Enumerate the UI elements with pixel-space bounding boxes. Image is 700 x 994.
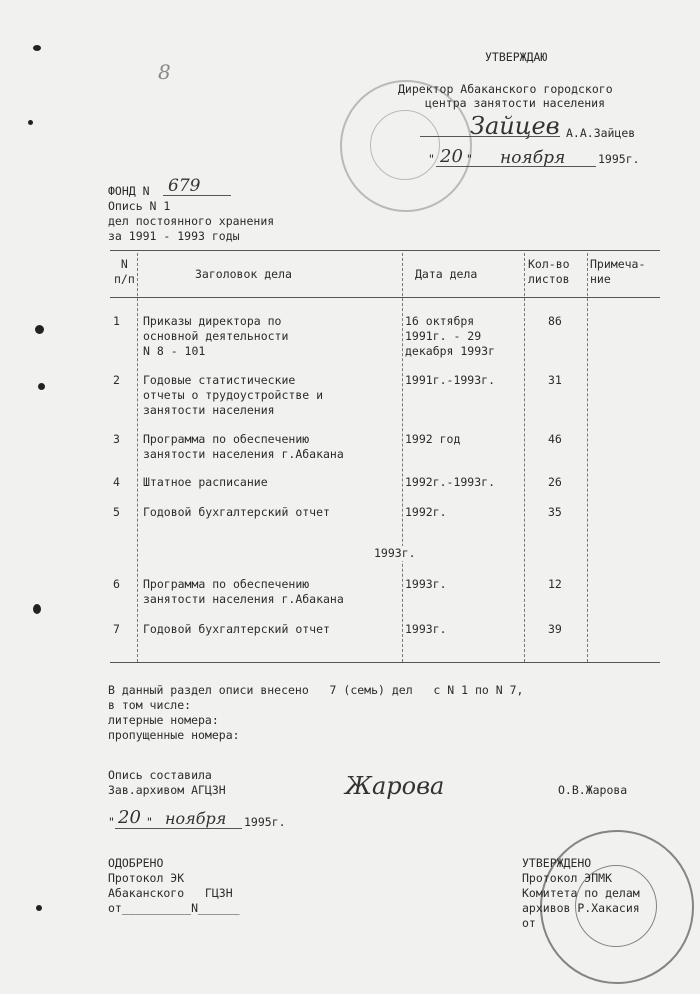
signature-line	[420, 136, 560, 137]
table-row-count: 86	[548, 314, 562, 328]
table-row-title: Программа по обеспечению занятости населения г.Абакана	[143, 577, 344, 606]
table-row-count: 26	[548, 475, 562, 489]
approve-line1: Директор Абаканского городского	[398, 82, 613, 96]
table-row-num: 4	[113, 475, 120, 489]
table-row-num: 7	[113, 622, 120, 636]
approve-name: А.А.Зайцев	[566, 126, 636, 140]
table-row-count: 31	[548, 373, 562, 387]
table-row-title: Программа по обеспечению занятости населения г.Абакана	[143, 432, 344, 461]
fond-label: ФОНД N	[108, 184, 150, 198]
approve-date-day: 20	[440, 146, 463, 167]
table-row-date: 16 октября 1991г. - 29 декабря 1993г	[405, 314, 496, 358]
approve-signature: Зайцев	[470, 112, 560, 140]
ink-blot	[28, 120, 33, 125]
storage-type: дел постоянного хранения	[108, 214, 275, 228]
approve-date-year: 1995г.	[598, 152, 640, 166]
year-range: за 1991 - 1993 годы	[108, 229, 240, 243]
summary-line2: в том числе:	[108, 698, 192, 712]
approved-left-line2: Протокол ЭК	[108, 871, 185, 885]
date-line	[436, 166, 596, 167]
table-row-num: 1	[113, 314, 120, 328]
table-row-count: 39	[548, 622, 562, 636]
ink-blot	[35, 325, 44, 334]
table-row-title: Годовой бухгалтерский отчет	[143, 622, 330, 636]
header-num: N п/п	[114, 257, 135, 286]
ink-blot	[36, 905, 42, 911]
ink-blot	[33, 45, 41, 51]
ink-blot	[33, 604, 41, 614]
table-row-count: 46	[548, 432, 562, 446]
approve-title: УТВЕРЖДАЮ	[485, 50, 548, 64]
round-stamp-top-inner	[370, 110, 440, 180]
table-row-title: Приказы директора по основной деятельности N 8 - 101	[143, 314, 289, 358]
compiler-date-quote-open: "	[108, 815, 115, 829]
approve-line2: центра занятости населения	[425, 96, 606, 110]
header-date: Дата дела	[415, 267, 478, 281]
table-row-title: Годовые статистические отчеты о трудоустройстве и занятости населения	[143, 373, 324, 417]
compiler-date-line	[115, 828, 242, 829]
table-top-border	[110, 250, 660, 251]
header-title: Заголовок дела	[195, 267, 292, 281]
col-divider	[137, 253, 138, 662]
compiler-date-month: ноября	[165, 809, 227, 828]
compiler-date-year: 1995г.	[244, 815, 286, 829]
col-divider	[524, 253, 525, 662]
header-count: Кол-во листов	[528, 257, 570, 286]
fond-line	[163, 195, 231, 196]
table-row-count: 35	[548, 505, 562, 519]
margin-note: 8	[158, 60, 171, 84]
table-row-date: 1993г.	[405, 577, 447, 591]
table-row-date: 1991г.-1993г.	[405, 373, 496, 387]
approved-left-line4: от__________N______	[108, 901, 240, 915]
compiler-date-quote-close: "	[146, 815, 153, 829]
compiler-name: О.В.Жарова	[558, 783, 628, 797]
section-year: 1993г.	[374, 546, 416, 560]
table-row-date: 1993г.	[405, 622, 447, 636]
table-row-num: 3	[113, 432, 120, 446]
approved-right-line4: архивов Р.Хакасия	[522, 901, 640, 915]
table-row-title: Годовой бухгалтерский отчет	[143, 505, 330, 519]
summary-line1: В данный раздел описи внесено 7 (семь) дел с N 1 по N 7,	[108, 683, 524, 697]
table-header-border	[110, 297, 660, 298]
compiler-line2: Зав.архивом АГЦЗН	[108, 783, 226, 797]
table-row-num: 6	[113, 577, 120, 591]
summary-line3: литерные номера:	[108, 713, 219, 727]
approved-right-line2: Протокол ЭПМК	[522, 871, 613, 885]
table-bottom-border	[110, 662, 660, 663]
table-row-date: 1992г.	[405, 505, 447, 519]
approve-date-month: ноября	[500, 148, 566, 168]
col-divider	[587, 253, 588, 662]
table-row-date: 1992 год	[405, 432, 461, 446]
approve-date-quote-open: "	[428, 152, 435, 166]
approve-date-quote-close: "	[466, 152, 473, 166]
table-row-num: 2	[113, 373, 120, 387]
compiler-line1: Опись составила	[108, 768, 212, 782]
col-divider	[402, 253, 403, 662]
compiler-date-day: 20	[118, 807, 141, 828]
ink-blot	[38, 383, 45, 390]
approved-right-line3: Комитета по делам	[522, 886, 640, 900]
approved-left-line3: Абаканского ГЦЗН	[108, 886, 233, 900]
compiler-signature: Жарова	[345, 772, 445, 800]
summary-line4: пропущенные номера:	[108, 728, 240, 742]
opis-number: Опись N 1	[108, 199, 171, 213]
table-row-date: 1992г.-1993г.	[405, 475, 496, 489]
approved-right-line5: от	[522, 916, 536, 930]
approved-right-line1: УТВЕРЖДЕНО	[522, 856, 592, 870]
approved-left-line1: ОДОБРЕНО	[108, 856, 164, 870]
table-row-count: 12	[548, 577, 562, 591]
fond-number: 679	[168, 176, 201, 196]
table-row-num: 5	[113, 505, 120, 519]
table-row-title: Штатное расписание	[143, 475, 268, 489]
header-note: Примеча- ние	[590, 257, 646, 286]
